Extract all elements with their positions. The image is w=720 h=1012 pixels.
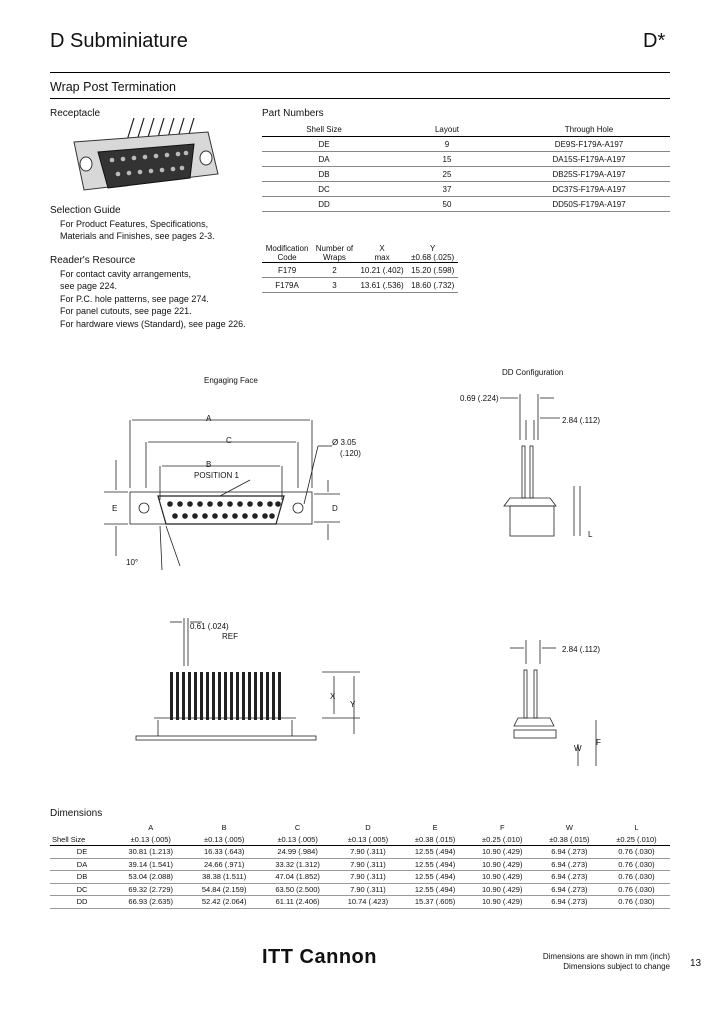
pn-cell: DE [318, 139, 330, 149]
mod-header: Number of Wraps [315, 244, 354, 262]
dim-tolerance: ±0.13 (.005) [277, 834, 318, 844]
dim-col-letter: F [499, 823, 505, 833]
pn-cell: DA15S-F179A-A197 [552, 154, 626, 164]
dim-col-letter: E [432, 823, 438, 833]
mod-cell: 10.21 (.402) [360, 265, 404, 275]
table-row: DD 66.93 (2.635) 52.42 (2.064) 61.11 (2.406) 10.74 (.423) 15.37 (.605) 10.90 (.429) 6.94 (.273) 0.76 (.030) [50, 896, 670, 909]
dim-X-label: X [330, 692, 336, 701]
pn-cell: DB25S-F179A-A197 [552, 169, 626, 179]
pn-cell: 15 [442, 154, 452, 164]
table-row: DB 53.04 (2.088) 38.38 (1.511) 47.04 (1.852) 7.90 (.311) 12.55 (.494) 10.90 (.429) 6.94 (.273) 0.76 (.030) [50, 871, 670, 884]
dd-config-top-drawing [480, 390, 620, 550]
itt-cannon-logo: ITT Cannon [262, 946, 377, 968]
dim-tolerance: ±0.25 (.010) [482, 834, 523, 844]
pn-cell: 50 [442, 199, 452, 209]
table-row [262, 197, 670, 212]
dim-D-label: D [332, 504, 338, 513]
dim-tolerance: ±0.38 (.015) [414, 834, 456, 844]
engaging-face-drawing [100, 400, 360, 580]
selection-guide-line: Materials and Finishes, see pages 2-3. [60, 231, 215, 241]
dim-tolerance: ±0.13 (.005) [130, 834, 171, 844]
dim-C-label: C [226, 436, 232, 445]
pn-cell: 9 [444, 139, 450, 149]
pn-cell: DD [318, 199, 330, 209]
dim-col-letter: L [634, 823, 639, 833]
pn-header: Layout [434, 124, 460, 134]
dim-061-label: 0.61 (.024) [190, 622, 229, 631]
pn-header: Through Hole [564, 124, 614, 134]
engaging-face-label: Engaging Face [204, 376, 258, 385]
dim-tolerance: ±0.38 (.015) [549, 834, 590, 844]
dim-col-letter: A [148, 823, 154, 833]
side-view-drawing [130, 610, 370, 750]
table-row [262, 182, 670, 197]
resource-line: see page 224. [60, 281, 118, 291]
pn-cell: 25 [442, 169, 452, 179]
pn-cell: DD50S-F179A-A197 [552, 199, 626, 209]
pn-cell: DB [318, 169, 330, 179]
dim-col-letter: C [294, 823, 301, 833]
mod-header: X max [374, 244, 390, 262]
part-numbers-title: Part Numbers [262, 108, 324, 119]
table-row [262, 278, 458, 293]
mod-header: Modification Code [265, 244, 309, 262]
mod-cell: F179 [277, 265, 297, 275]
pn-cell: DE9S-F179A-A197 [554, 139, 624, 149]
table-row [262, 137, 670, 152]
mod-cell: 15.20 (.598) [411, 265, 455, 275]
dim-tolerance: ±0.25 (.010) [616, 834, 657, 844]
page-number: 13 [690, 958, 702, 969]
resource-line: For contact cavity arrangements, [60, 268, 192, 279]
dim-069-label: 0.69 (.224) [460, 394, 499, 403]
mod-cell: 18.60 (.732) [411, 280, 455, 290]
receptacle-label: Receptacle [50, 108, 101, 119]
modification-table [262, 244, 458, 293]
mod-header: Y ±0.68 (.025) [411, 244, 455, 262]
mod-cell: 2 [332, 265, 337, 275]
mod-cell: F179A [275, 280, 299, 290]
dim-tolerance: ±0.13 (.005) [347, 834, 389, 844]
dim-E-label: E [112, 504, 118, 513]
table-row [262, 152, 670, 167]
pn-cell: DA [318, 154, 330, 164]
dd-config-label: DD Configuration [502, 368, 564, 377]
shell-size-header: Shell Size [52, 834, 86, 844]
dim-284b-label: 2.84 (.112) [562, 645, 601, 654]
angle-label: 10° [126, 558, 139, 567]
table-row [262, 263, 458, 278]
dd-config-side-drawing [500, 636, 610, 776]
dimensions-title: Dimensions [50, 808, 103, 819]
section-mark: D* [643, 30, 666, 52]
dim-col-letter: B [221, 823, 227, 833]
dim-tolerance: ±0.13 (.005) [203, 834, 245, 844]
pn-header: Shell Size [306, 124, 342, 134]
table-row [262, 167, 670, 182]
section-rule [50, 98, 670, 99]
mod-cell: 3 [332, 280, 337, 290]
table-row: DE 30.81 (1.213) 16.33 (.643) 24.99 (.984) 7.90 (.311) 12.55 (.494) 10.90 (.429) 6.94 (.273) 0.76 (.030) [50, 846, 670, 859]
selection-guide-line: For Product Features, Specifications, [60, 218, 209, 229]
table-row: DA 39.14 (1.541) 24.66 (.971) 33.32 (1.312) 7.90 (.311) 12.55 (.494) 10.90 (.429) 6.94 (.273) 0.76 (.030) [50, 858, 670, 871]
pn-cell: 37 [442, 184, 452, 194]
dim-B-label: B [206, 460, 212, 469]
resource-line: For panel cutouts, see page 221. [60, 306, 192, 316]
pn-cell: DC [318, 184, 330, 194]
pn-cell: DC37S-F179A-A197 [552, 184, 626, 194]
selection-guide [50, 205, 260, 243]
selection-guide-title: Selection Guide [50, 205, 121, 216]
ref-label: REF [222, 632, 238, 641]
resource-line: For P.C. hole patterns, see page 274. [60, 293, 209, 304]
resource-line: For hardware views (Standard), see page 226. [60, 318, 246, 329]
position-1-label: POSITION 1 [194, 471, 239, 480]
hole-dia-inch-label: (.120) [340, 449, 361, 458]
receptacle-photo [68, 112, 228, 206]
dim-A-label: A [206, 414, 212, 423]
footer-note-change: Dimensions subject to change [563, 962, 670, 971]
part-numbers-table [262, 122, 670, 212]
hole-dia-label: Ø 3.05 [332, 438, 357, 447]
dim-Y-label: Y [350, 700, 356, 709]
footer-notes [520, 952, 670, 972]
readers-resource-title: Reader's Resource [50, 255, 136, 266]
dim-col-letter: D [365, 823, 371, 833]
dim-col-letter: W [565, 823, 573, 833]
dim-284-label: 2.84 (.112) [562, 416, 601, 425]
mod-cell: 13.61 (.536) [360, 280, 404, 290]
dim-F-label: F [596, 738, 601, 747]
readers-resource [50, 255, 260, 330]
dimensions-table [50, 822, 670, 909]
dim-W-label: W [574, 744, 582, 753]
section-title: Wrap Post Termination [50, 80, 176, 94]
header-rule [50, 72, 670, 73]
table-row: DC 69.32 (2.729) 54.84 (2.159) 63.50 (2.500) 7.90 (.311) 12.55 (.494) 10.90 (.429) 6.94 (.273) 0.76 (.030) [50, 883, 670, 896]
footer-note-units: Dimensions are shown in mm (inch) [542, 952, 670, 961]
dim-L-label: L [588, 530, 593, 539]
page-title: D Subminiature [50, 30, 188, 52]
